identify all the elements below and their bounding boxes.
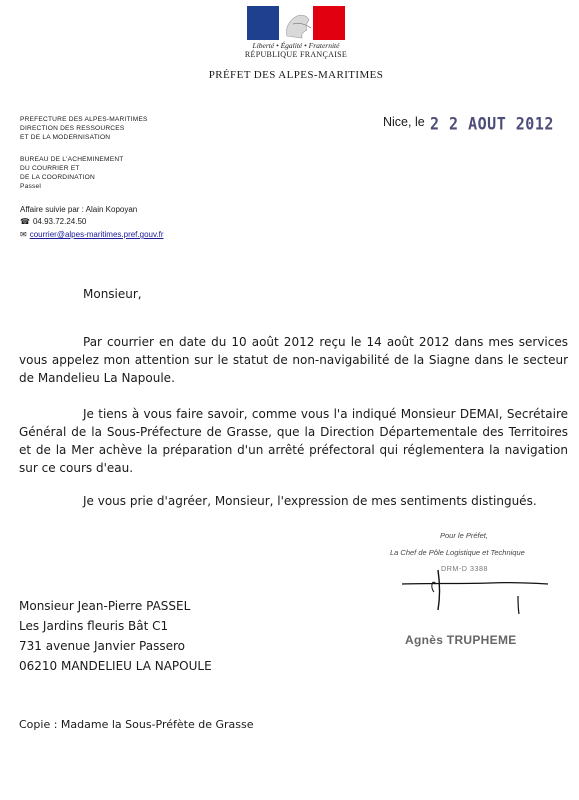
prefect-title: PRÉFET DES ALPES-MARITIMES [208,69,384,81]
signature-for-prefect: Pour le Préfet, [440,531,488,540]
date-stamp: 2 2 AOUT 2012 [430,114,554,134]
closing-paragraph: Je vous prie d'agréer, Monsieur, l'expression de mes sentiments distingués. [83,494,537,508]
reference: Passel [20,183,41,190]
copy-notice: Copie : Madame la Sous-Préfète de Grasse [19,718,254,731]
address-line: Les Jardins fleuris Bât C1 [19,619,169,633]
followed-by: Affaire suivie par : Alain Kopoyan [20,205,138,214]
republic-motto: Liberté • Égalité • Fraternité [252,41,340,50]
phone-icon: ☎ [20,217,30,226]
address-line: Monsieur Jean-Pierre PASSEL [19,599,191,613]
date-label: Nice, le [383,115,425,129]
address-line: 731 avenue Janvier Passero [19,639,185,653]
marianne-logo [247,6,345,40]
email-row [20,230,164,239]
signature-ref: DRM-D 3388 [441,564,488,573]
phone-number: 04.93.72.24.50 [32,217,87,226]
sender-line: PREFECTURE DES ALPES-MARITIMES [20,116,148,123]
bureau-line: BUREAU DE L'ACHEMINEMENT [20,156,124,163]
sender-bureau [20,155,220,191]
handwritten-signature [400,558,550,618]
salutation: Monsieur, [83,287,142,301]
bureau-line: DE LA COORDINATION [20,174,95,181]
recipient-address [19,596,212,676]
envelope-icon: ✉ [20,230,27,239]
email-link[interactable]: courrier@alpes-maritimes.pref.gouv.fr [29,230,164,239]
paragraph-2-text: Je tiens à vous faire savoir, comme vous l'a indiqué Monsieur DEMAI, Secrétaire Général de la Sous-Préfecture de Grasse, que la Direction Départementale des Territoires et de la Mer achève la préparation d'un arrêté préfectoral qui réglementera la navigation sur ce cours d'eau. [19,407,568,475]
phone-row [20,217,86,226]
paragraph-1-text: Par courrier en date du 10 août 2012 reçu le 14 août 2012 dans mes services vous appelez mon attention sur le statut de non-navigabilité de la Siagne dans le secteur de Mandelieu La Napoule. [19,335,568,385]
address-line: 06210 MANDELIEU LA NAPOULE [19,659,212,673]
sender-line: DIRECTION DES RESSOURCES [20,125,125,132]
sender-line: ET DE LA MODERNISATION [20,134,111,141]
paragraph-1 [19,333,568,387]
paragraph-2 [19,405,568,477]
republic-title: RÉPUBLIQUE FRANÇAISE [244,50,348,59]
signature-title: La Chef de Pôle Logistique et Technique [390,548,525,557]
sender-department [20,115,220,142]
bureau-line: DU COURRIER ET [20,165,80,172]
signer-name: Agnès TRUPHEME [405,633,517,647]
